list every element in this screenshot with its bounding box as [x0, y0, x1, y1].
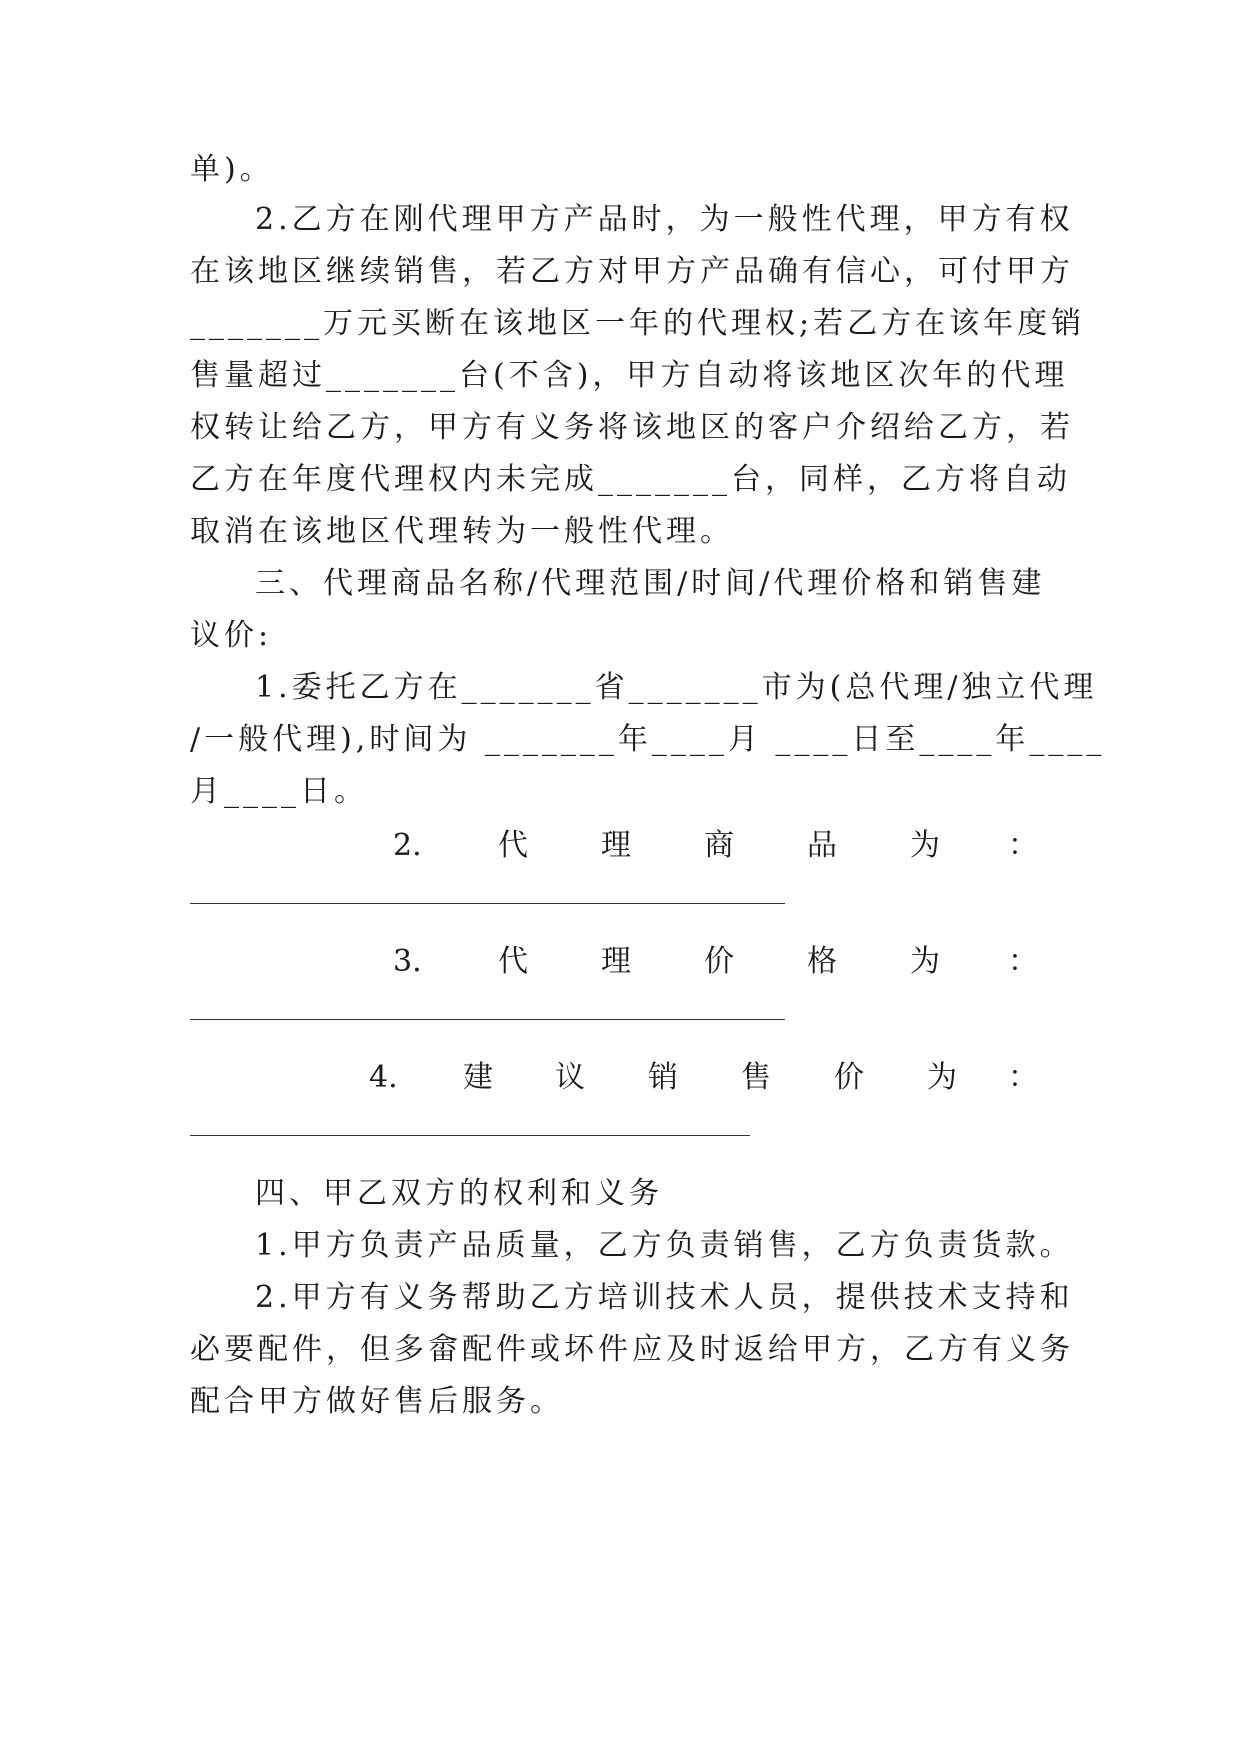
- section-heading: 三、代理商品名称/代理范围/时间/代理价格和销售建: [255, 566, 1046, 601]
- item-char: 销: [648, 1060, 678, 1095]
- item-char: 议: [555, 1060, 585, 1095]
- item-char: 代: [498, 944, 528, 979]
- section-heading: 四、甲乙双方的权利和义务: [255, 1176, 663, 1211]
- text-line: 1.委托乙方在_______省_______市为(总代理/独立代理: [255, 670, 1098, 705]
- item-char: 为: [910, 828, 940, 863]
- text-line: 单)。: [190, 152, 274, 187]
- text-line: 月____日。: [190, 774, 368, 809]
- item-colon: ：: [1008, 944, 1038, 979]
- item-char: 商: [704, 828, 734, 863]
- text-line: 议价:: [190, 618, 273, 653]
- item-char: 为: [927, 1060, 957, 1095]
- item-colon: ：: [1008, 1060, 1038, 1095]
- text-line: 取消在该地区代理转为一般性代理。: [190, 514, 734, 549]
- item-colon: ：: [1008, 828, 1038, 863]
- blank-underline: [190, 903, 785, 904]
- text-line: 1.甲方负责产品质量，乙方负责销售，乙方负责货款。: [255, 1228, 1074, 1263]
- text-line: _______万元买断在该地区一年的代理权;若乙方在该年度销: [190, 306, 1086, 341]
- item-number: 4.: [369, 1060, 398, 1095]
- blank-underline: [190, 1019, 785, 1020]
- text-line: 2.甲方有义务帮助乙方培训技术人员，提供技术支持和: [255, 1280, 1074, 1315]
- item-char: 代: [498, 828, 528, 863]
- text-line: /一般代理),时间为 _______年____月 ____日至____年____: [190, 722, 1106, 757]
- item-char: 品: [807, 828, 837, 863]
- text-line: 在该地区继续销售，若乙方对甲方产品确有信心，可付甲方: [190, 254, 1074, 289]
- text-line: 乙方在年度代理权内未完成_______台，同样，乙方将自动: [190, 462, 1071, 497]
- item-char: 理: [601, 828, 631, 863]
- text-line: 必要配件，但多畲配件或坏件应及时返给甲方，乙方有义务: [190, 1332, 1074, 1367]
- item-number: 2.: [393, 828, 422, 863]
- text-line: 售量超过_______台(不含)，甲方自动将该地区次年的代理: [190, 358, 1069, 393]
- item-char: 格: [807, 944, 837, 979]
- text-line: 权转让给乙方，甲方有义务将该地区的客户介绍给乙方，若: [190, 410, 1074, 445]
- item-char: 售: [741, 1060, 771, 1095]
- item-char: 价: [704, 944, 734, 979]
- item-char: 价: [834, 1060, 864, 1095]
- item-number: 3.: [393, 944, 422, 979]
- text-line: 配合甲方做好售后服务。: [190, 1384, 564, 1419]
- item-char: 为: [910, 944, 940, 979]
- blank-underline: [190, 1135, 750, 1136]
- item-char: 理: [601, 944, 631, 979]
- text-line: 2.乙方在刚代理甲方产品时，为一般性代理，甲方有权: [255, 202, 1074, 237]
- item-char: 建: [463, 1060, 493, 1095]
